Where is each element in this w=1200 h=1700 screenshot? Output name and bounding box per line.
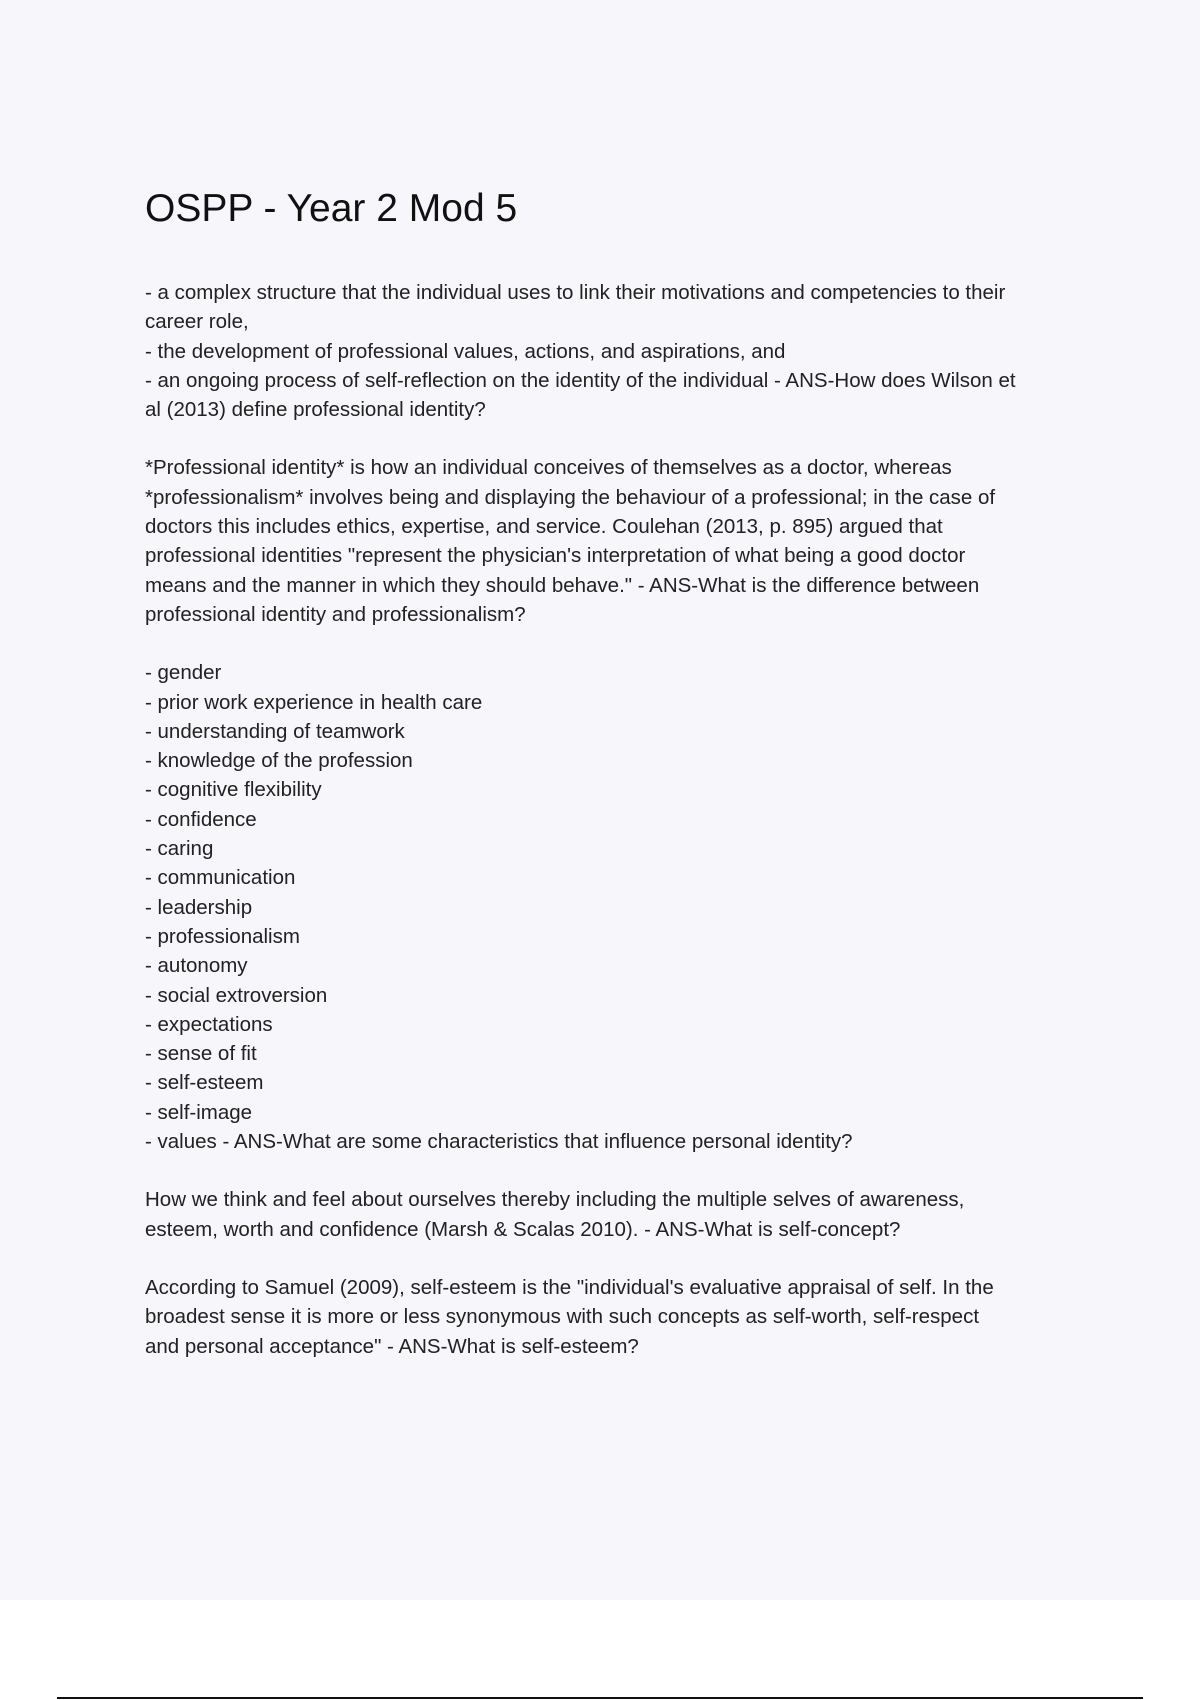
text-line: How we think and feel about ourselves thereby including the multiple selves of awareness, xyxy=(145,1188,965,1212)
text-line: professional identity and professionalism? xyxy=(145,602,526,626)
text-line: *Professional identity* is how an individual conceives of themselves as a doctor, whereas xyxy=(145,456,952,480)
text-line: - a complex structure that the individual uses to link their motivations and competencies to their xyxy=(145,281,1006,304)
text-line: esteem, worth and confidence (Marsh & Scalas 2010). - ANS-What is self-concept? xyxy=(145,1217,901,1241)
list-item: - gender xyxy=(145,661,222,685)
text-line: According to Samuel (2009), self-esteem is the "individual's evaluative appraisal of self. In the xyxy=(145,1275,994,1299)
list-item: - autonomy xyxy=(145,954,248,978)
text-line: professional identities "represent the physician's interpretation of what being a good doctor xyxy=(145,544,966,568)
list-item: - prior work experience in health care xyxy=(145,690,483,714)
section-professional-identity-definition xyxy=(145,278,1090,424)
list-item: - confidence xyxy=(145,807,257,831)
list-item: - social extroversion xyxy=(145,983,328,1007)
text-line: broadest sense it is more or less synonymous with such concepts as self-worth, self-respect xyxy=(145,1305,980,1329)
section-self-concept xyxy=(145,1185,1090,1244)
text-line: al (2013) define professional identity? xyxy=(145,398,486,422)
section-identity-vs-professionalism xyxy=(145,453,1090,629)
footer-divider xyxy=(57,1697,1143,1699)
document-title: OSPP - Year 2 Mod 5 xyxy=(145,187,518,230)
list-item: - self-image xyxy=(145,1100,253,1124)
text-line: and personal acceptance" - ANS-What is self-esteem? xyxy=(145,1334,639,1358)
list-item: - sense of fit xyxy=(145,1042,257,1066)
text-line: career role, xyxy=(145,310,249,334)
list-item: - values - ANS-What are some characteristics that influence personal identity? xyxy=(145,1130,853,1154)
text-line: means and the manner in which they should behave." - ANS-What is the difference between xyxy=(145,573,980,597)
list-item: - communication xyxy=(145,866,296,890)
list-item: - cognitive flexibility xyxy=(145,778,322,802)
list-item: - professionalism xyxy=(145,924,300,948)
list-item: - leadership xyxy=(145,895,253,919)
text-line: doctors this includes ethics, expertise, and service. Coulehan (2013, p. 895) argued that xyxy=(145,515,943,539)
list-item: - expectations xyxy=(145,1012,273,1036)
text-line: - an ongoing process of self-reflection on the identity of the individual - ANS-How does Wilson et xyxy=(145,368,1016,392)
section-personal-identity-characteristics xyxy=(145,658,1090,1156)
text-line: *professionalism* involves being and displaying the behaviour of a professional; in the case of xyxy=(145,485,996,509)
document-body xyxy=(145,278,1090,1390)
list-item: - knowledge of the profession xyxy=(145,749,413,773)
text-line: - the development of professional values, actions, and aspirations, and xyxy=(145,339,786,363)
list-item: - self-esteem xyxy=(145,1071,264,1095)
section-self-esteem xyxy=(145,1273,1090,1361)
list-item: - understanding of teamwork xyxy=(145,719,405,743)
list-item: - caring xyxy=(145,837,214,861)
